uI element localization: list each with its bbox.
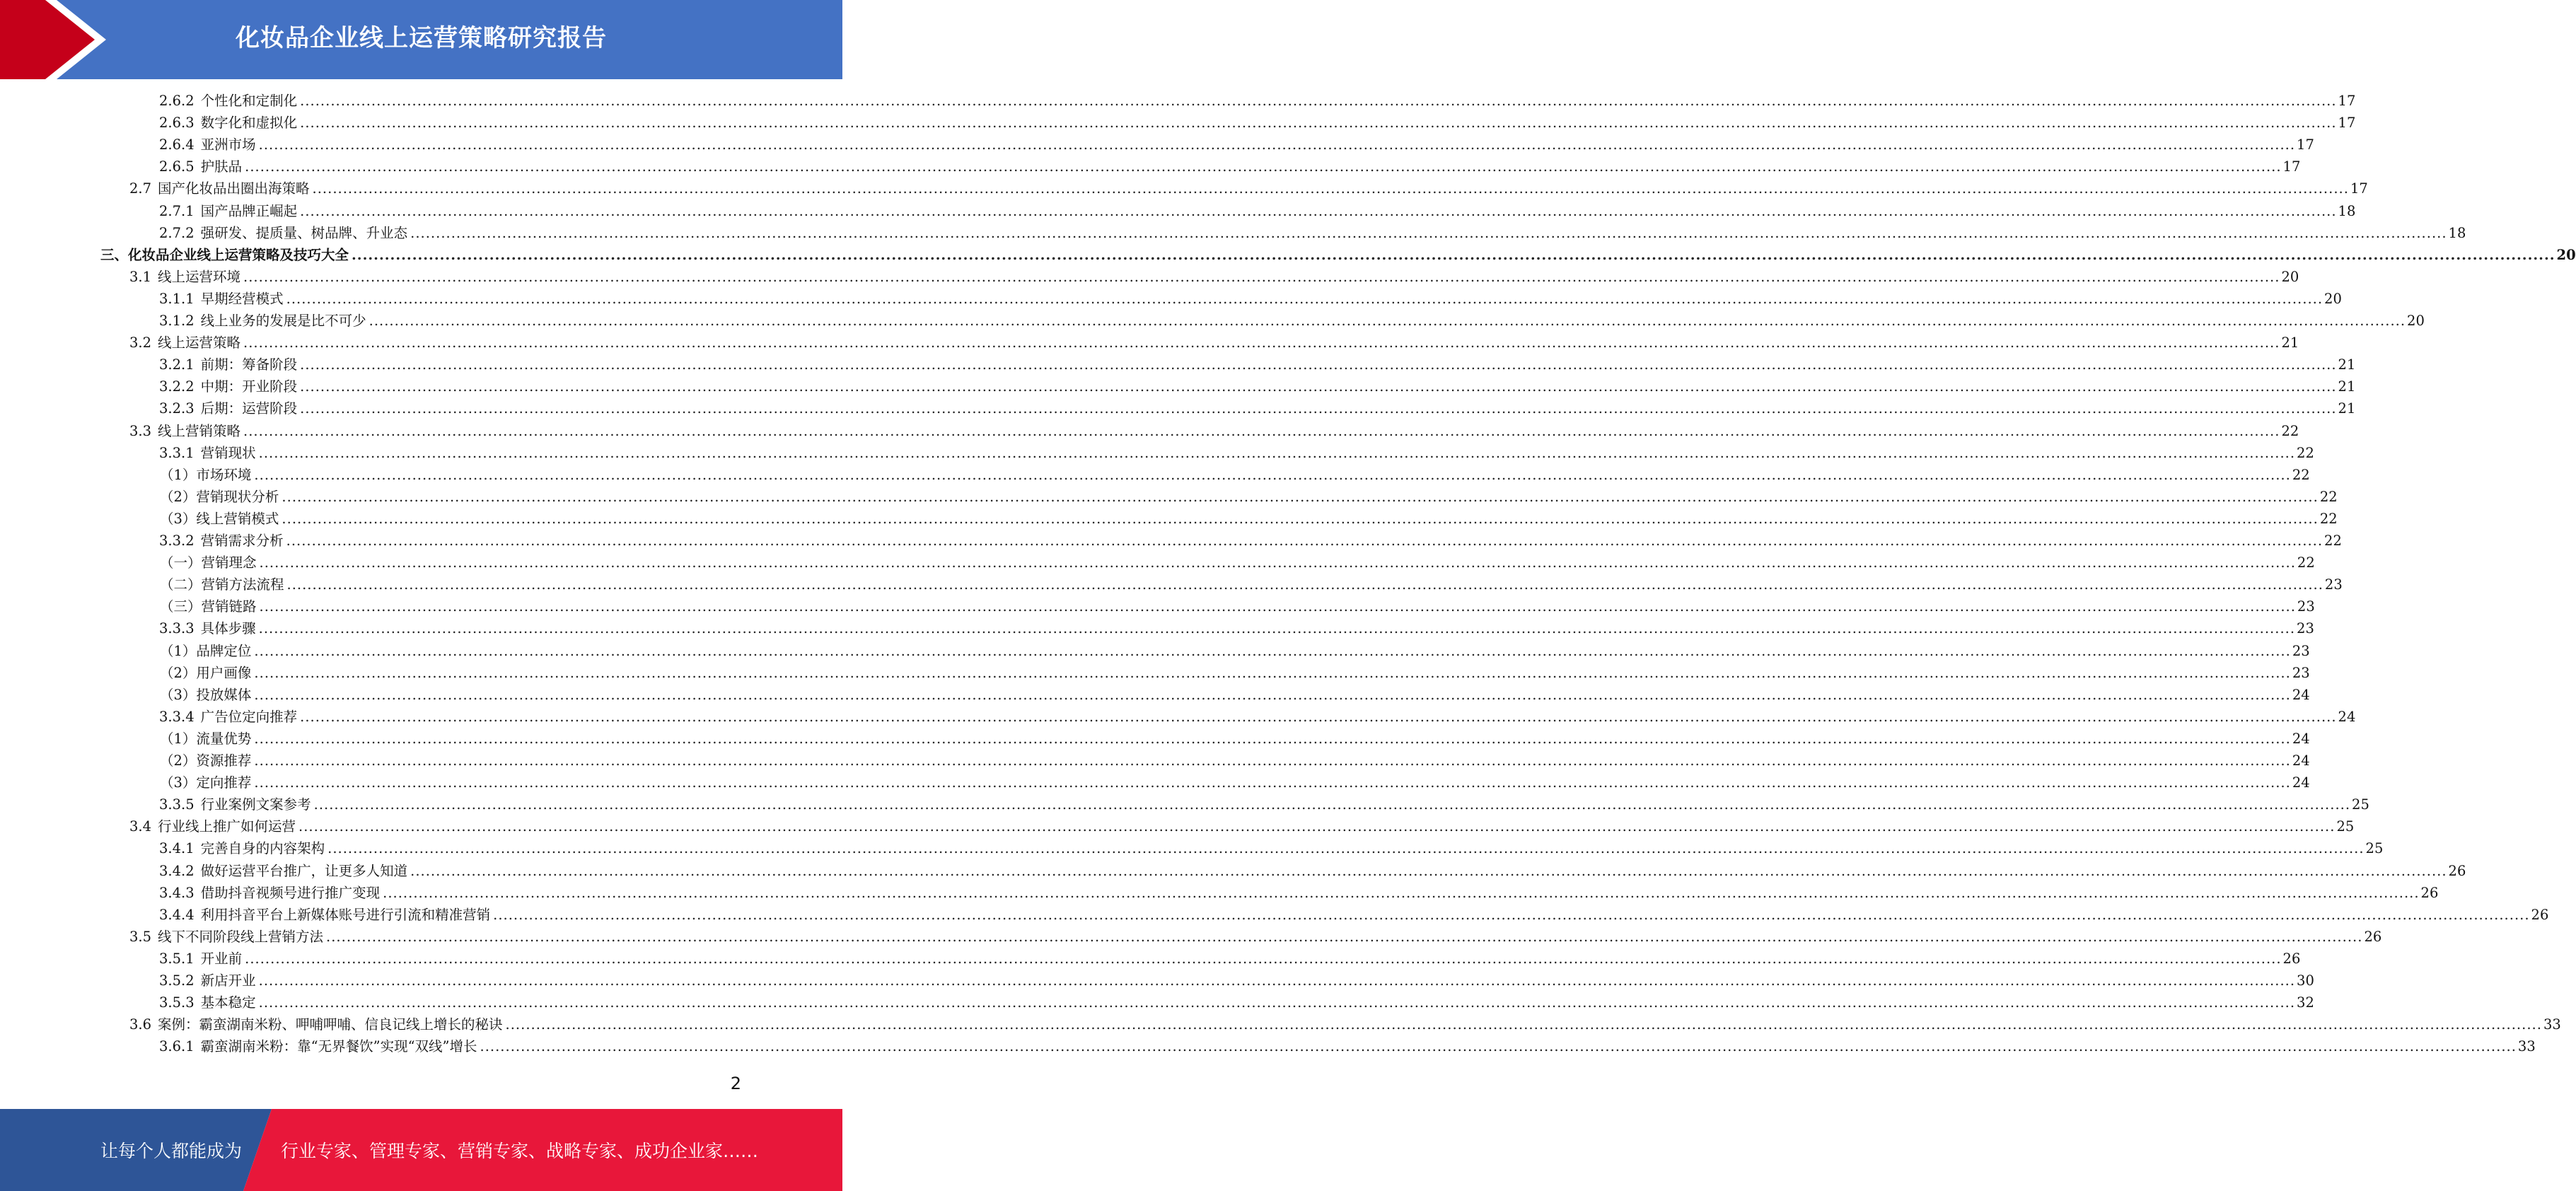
toc-entry-title: 国产化妆品出圈出海策略 bbox=[158, 180, 310, 197]
toc-entry-number: 3.4.3 bbox=[159, 884, 195, 901]
toc-entry[interactable] bbox=[160, 486, 2338, 508]
toc-entry-title: （3）定向推荐 bbox=[160, 774, 252, 791]
toc-entry-page: 18 bbox=[2338, 202, 2356, 219]
toc-dot-leader: ................................................................................................................................................................................................................................................................................................................................................................................................................ bbox=[300, 93, 2337, 109]
toc-entry-title: 做好运营平台推广，让更多人知道 bbox=[200, 862, 408, 879]
toc-entry[interactable] bbox=[160, 552, 2315, 574]
toc-entry-page: 23 bbox=[2297, 598, 2315, 615]
toc-entry-page: 32 bbox=[2297, 994, 2314, 1011]
toc-entry-page: 20 bbox=[2556, 246, 2576, 263]
toc-entry-title: （3）线上营销模式 bbox=[160, 510, 279, 527]
toc-entry-number: 3.3.4 bbox=[159, 708, 195, 725]
toc-entry-title: （2）营销现状分析 bbox=[160, 488, 279, 505]
toc-entry-page: 24 bbox=[2292, 774, 2310, 791]
toc-entry-title: （2）资源推荐 bbox=[160, 753, 252, 769]
toc-entry-number: 3.2.3 bbox=[159, 400, 195, 417]
toc-entry[interactable] bbox=[159, 397, 2356, 419]
toc-entry-number: 3.3.5 bbox=[159, 796, 195, 813]
toc-dot-leader: ................................................................................................................................................................................................................................................................................................................................................................................................................ bbox=[505, 1016, 2542, 1033]
toc-dot-leader: ................................................................................................................................................................................................................................................................................................................................................................................................................ bbox=[243, 268, 2280, 285]
toc-entry-title: 利用抖音平台上新媒体账号进行引流和精准营销 bbox=[200, 906, 491, 923]
toc-entry-title: 广告位定向推荐 bbox=[200, 708, 298, 725]
toc-entry[interactable] bbox=[160, 574, 2343, 596]
toc-dot-leader: ................................................................................................................................................................................................................................................................................................................................................................................................................ bbox=[369, 313, 2406, 329]
toc-entry-title: 早期经营模式 bbox=[200, 290, 284, 307]
toc-entry[interactable] bbox=[159, 376, 2356, 397]
toc-entry-title: 新店开业 bbox=[200, 972, 256, 989]
toc-dot-leader: ................................................................................................................................................................................................................................................................................................................................................................................................................ bbox=[352, 246, 2555, 263]
toc-dot-leader: ................................................................................................................................................................................................................................................................................................................................................................................................................ bbox=[410, 862, 2447, 879]
toc-entry[interactable] bbox=[159, 706, 2356, 728]
toc-entry[interactable] bbox=[159, 530, 2342, 552]
toc-dot-leader: ................................................................................................................................................................................................................................................................................................................................................................................................................ bbox=[300, 378, 2337, 395]
toc-entry-title: 借助抖音视频号进行推广变现 bbox=[200, 884, 381, 901]
toc-entry-page: 17 bbox=[2350, 180, 2368, 197]
toc-entry-page: 17 bbox=[2338, 115, 2356, 132]
toc-dot-leader: ................................................................................................................................................................................................................................................................................................................................................................................................................ bbox=[410, 224, 2447, 241]
toc-entry-number: 3.5.2 bbox=[159, 972, 195, 989]
toc-entry[interactable] bbox=[129, 332, 2299, 354]
toc-entry-title: 开业前 bbox=[200, 950, 243, 967]
toc-entry[interactable] bbox=[159, 882, 2439, 904]
toc-dot-leader: ................................................................................................................................................................................................................................................................................................................................................................................................................ bbox=[326, 928, 2363, 945]
footer-banner bbox=[0, 1109, 842, 1191]
toc-entry[interactable] bbox=[159, 354, 2356, 376]
toc-dot-leader: ................................................................................................................................................................................................................................................................................................................................................................................................................ bbox=[258, 972, 2296, 989]
toc-entry[interactable] bbox=[160, 508, 2338, 530]
toc-entry-title: （1）流量优势 bbox=[160, 730, 252, 747]
toc-entry[interactable] bbox=[159, 992, 2314, 1013]
toc-entry-number: 3.3 bbox=[129, 422, 152, 439]
toc-dot-leader: ................................................................................................................................................................................................................................................................................................................................................................................................................ bbox=[298, 818, 2336, 835]
toc-entry-number: 3.2.2 bbox=[159, 378, 195, 395]
toc-entry-title: 护肤品 bbox=[200, 158, 243, 175]
toc-entry-title: 强研发、提质量、树品牌、升业态 bbox=[200, 224, 408, 241]
toc-dot-leader: ................................................................................................................................................................................................................................................................................................................................................................................................................ bbox=[258, 994, 2296, 1011]
toc-dot-leader: ................................................................................................................................................................................................................................................................................................................................................................................................................ bbox=[258, 620, 2296, 637]
toc-dot-leader: ................................................................................................................................................................................................................................................................................................................................................................................................................ bbox=[300, 202, 2337, 219]
toc-entry-number: 3.1.1 bbox=[159, 290, 195, 307]
toc-entry-page: 30 bbox=[2297, 972, 2314, 989]
toc-entry[interactable] bbox=[159, 200, 2356, 222]
toc-entry-title: 三、化妆品企业线上运营策略及技巧大全 bbox=[100, 246, 349, 263]
toc-entry-page: 17 bbox=[2297, 136, 2314, 153]
toc-dot-leader: ................................................................................................................................................................................................................................................................................................................................................................................................................ bbox=[286, 290, 2323, 307]
toc-entry-page: 26 bbox=[2531, 906, 2549, 923]
toc-entry-page: 33 bbox=[2517, 1038, 2536, 1055]
toc-dot-leader: ................................................................................................................................................................................................................................................................................................................................................................................................................ bbox=[254, 730, 2291, 747]
toc-entry-page: 23 bbox=[2324, 576, 2343, 593]
toc-entry[interactable] bbox=[129, 1013, 2561, 1035]
toc-dot-leader: ................................................................................................................................................................................................................................................................................................................................................................................................................ bbox=[327, 840, 2365, 857]
toc-entry[interactable] bbox=[159, 442, 2314, 464]
toc-entry-title: （1）市场环境 bbox=[160, 466, 252, 483]
toc-entry[interactable] bbox=[160, 728, 2310, 750]
toc-entry[interactable] bbox=[159, 904, 2549, 926]
toc-dot-leader: ................................................................................................................................................................................................................................................................................................................................................................................................................ bbox=[300, 115, 2337, 132]
toc-dot-leader: ................................................................................................................................................................................................................................................................................................................................................................................................................ bbox=[286, 533, 2323, 549]
toc-entry-page: 21 bbox=[2338, 378, 2356, 395]
toc-entry-title: （2）用户画像 bbox=[160, 664, 252, 681]
toc-entry-number: 3.5.3 bbox=[159, 994, 195, 1011]
toc-entry[interactable] bbox=[159, 222, 2466, 244]
toc-entry-number: 2.7.1 bbox=[159, 202, 195, 219]
toc-entry-page: 17 bbox=[2338, 93, 2356, 109]
toc-entry[interactable] bbox=[129, 420, 2299, 442]
toc-entry-number: 3.2.1 bbox=[159, 356, 195, 373]
toc-entry-page: 22 bbox=[2319, 488, 2338, 505]
toc-entry-page: 23 bbox=[2297, 620, 2314, 637]
toc-dot-leader: ................................................................................................................................................................................................................................................................................................................................................................................................................ bbox=[254, 774, 2291, 791]
toc-dot-leader: ................................................................................................................................................................................................................................................................................................................................................................................................................ bbox=[243, 335, 2280, 352]
toc-entry-number: 2.6.4 bbox=[159, 136, 195, 153]
toc-entry-page: 23 bbox=[2292, 664, 2310, 681]
toc-entry-number: 3.5.1 bbox=[159, 950, 195, 967]
toc-entry-page: 22 bbox=[2292, 466, 2310, 483]
toc-dot-leader: ................................................................................................................................................................................................................................................................................................................................................................................................................ bbox=[313, 796, 2351, 813]
toc-entry-number: 3.3.2 bbox=[159, 533, 195, 549]
toc-dot-leader: ................................................................................................................................................................................................................................................................................................................................................................................................................ bbox=[254, 753, 2291, 769]
toc-dot-leader: ................................................................................................................................................................................................................................................................................................................................................................................................................ bbox=[254, 686, 2291, 703]
toc-entry-title: 数字化和虚拟化 bbox=[200, 115, 298, 132]
toc-entry-number: 3.6 bbox=[129, 1016, 152, 1033]
toc-entry-title: 后期：运营阶段 bbox=[200, 400, 298, 417]
toc-entry-number: 3.5 bbox=[129, 928, 152, 945]
toc-entry-page: 26 bbox=[2448, 862, 2466, 879]
toc-entry[interactable] bbox=[159, 837, 2384, 859]
toc-entry-page: 22 bbox=[2297, 554, 2315, 571]
toc-dot-leader: ................................................................................................................................................................................................................................................................................................................................................................................................................ bbox=[286, 576, 2323, 593]
toc-entry-page: 23 bbox=[2292, 642, 2310, 659]
toc-entry[interactable] bbox=[159, 90, 2356, 112]
toc-entry[interactable] bbox=[160, 596, 2315, 617]
toc-entry-number: 2.6.5 bbox=[159, 158, 195, 175]
toc-entry-page: 24 bbox=[2292, 686, 2310, 703]
toc-entry-page: 25 bbox=[2352, 796, 2369, 813]
toc-entry[interactable] bbox=[160, 464, 2310, 486]
toc-entry-title: 亚洲市场 bbox=[200, 136, 256, 153]
toc-dot-leader: ................................................................................................................................................................................................................................................................................................................................................................................................................ bbox=[282, 510, 2319, 527]
toc-entry-title: （三）营销链路 bbox=[160, 598, 257, 615]
page-number: 2 bbox=[730, 1074, 741, 1093]
toc-dot-leader: ................................................................................................................................................................................................................................................................................................................................................................................................................ bbox=[259, 554, 2296, 571]
toc-entry-title: 案例：霸蛮湖南米粉、呷哺呷哺、信良记线上增长的秘诀 bbox=[158, 1016, 503, 1033]
toc-entry-page: 22 bbox=[2281, 422, 2299, 439]
toc-entry-title: 完善自身的内容架构 bbox=[200, 840, 325, 857]
toc-entry-page: 26 bbox=[2364, 928, 2382, 945]
toc-entry-title: 线上营销策略 bbox=[158, 422, 241, 439]
toc-entry-page: 24 bbox=[2292, 753, 2310, 769]
toc-entry[interactable] bbox=[160, 750, 2310, 772]
toc-entry[interactable] bbox=[159, 134, 2314, 156]
toc-entry[interactable] bbox=[129, 926, 2382, 948]
toc-dot-leader: ................................................................................................................................................................................................................................................................................................................................................................................................................ bbox=[258, 444, 2296, 461]
toc-entry[interactable] bbox=[129, 266, 2299, 288]
toc-entry[interactable] bbox=[159, 156, 2301, 178]
toc-entry-number: 3.4.2 bbox=[159, 862, 195, 879]
toc-entry-page: 25 bbox=[2365, 840, 2384, 857]
toc-entry-page: 18 bbox=[2448, 224, 2466, 241]
toc-entry-title: 具体步骤 bbox=[200, 620, 256, 637]
toc-dot-leader: ................................................................................................................................................................................................................................................................................................................................................................................................................ bbox=[254, 664, 2291, 681]
toc-entry-title: 中期：开业阶段 bbox=[200, 378, 298, 395]
toc-entry[interactable] bbox=[159, 860, 2466, 882]
toc-dot-leader: ................................................................................................................................................................................................................................................................................................................................................................................................................ bbox=[480, 1038, 2517, 1055]
toc-entry-number: 2.6.2 bbox=[159, 93, 195, 109]
footer-slogan-right: 行业专家、管理专家、营销专家、战略专家、成功企业家…… bbox=[281, 1141, 759, 1161]
toc-entry-title: （二）营销方法流程 bbox=[160, 576, 284, 593]
toc-entry[interactable] bbox=[100, 244, 2576, 266]
toc-dot-leader: ................................................................................................................................................................................................................................................................................................................................................................................................................ bbox=[254, 466, 2291, 483]
toc-entry-title: （一）营销理念 bbox=[160, 554, 257, 571]
toc-dot-leader: ................................................................................................................................................................................................................................................................................................................................................................................................................ bbox=[300, 400, 2337, 417]
toc-entry[interactable] bbox=[129, 815, 2355, 837]
toc-entry[interactable] bbox=[159, 288, 2342, 310]
toc-entry[interactable] bbox=[160, 772, 2310, 794]
toc-entry-number: 3.6.1 bbox=[159, 1038, 195, 1055]
toc-dot-leader: ................................................................................................................................................................................................................................................................................................................................................................................................................ bbox=[300, 356, 2337, 373]
toc-entry-title: 霸蛮湖南米粉：靠“无界餐饮”实现“双线”增长 bbox=[200, 1038, 477, 1055]
toc-entry[interactable] bbox=[129, 178, 2368, 199]
toc-entry-number: 3.4 bbox=[129, 818, 152, 835]
toc-entry[interactable] bbox=[159, 1035, 2536, 1057]
toc-entry[interactable] bbox=[159, 112, 2356, 134]
toc-entry-title: 国产品牌正崛起 bbox=[200, 202, 298, 219]
toc-entry-title: 营销现状 bbox=[200, 444, 256, 461]
report-header bbox=[0, 0, 842, 79]
toc-entry-page: 20 bbox=[2281, 268, 2299, 285]
toc-entry[interactable] bbox=[159, 794, 2369, 815]
toc-entry-number: 2.7.2 bbox=[159, 224, 195, 241]
toc-entry-page: 26 bbox=[2282, 950, 2301, 967]
toc-entry[interactable] bbox=[160, 684, 2310, 706]
toc-entry-title: （3）投放媒体 bbox=[160, 686, 252, 703]
toc-entry-title: 前期：筹备阶段 bbox=[200, 356, 298, 373]
toc-dot-leader: ................................................................................................................................................................................................................................................................................................................................................................................................................ bbox=[312, 180, 2349, 197]
toc-entry-number: 3.4.4 bbox=[159, 906, 195, 923]
toc-dot-leader: ................................................................................................................................................................................................................................................................................................................................................................................................................ bbox=[254, 642, 2291, 659]
footer-slogan-left: 让每个人都能成为 bbox=[100, 1141, 243, 1161]
toc-dot-leader: ................................................................................................................................................................................................................................................................................................................................................................................................................ bbox=[300, 708, 2337, 725]
toc-entry-number: 3.1.2 bbox=[159, 313, 195, 329]
toc-entry-title: （1）品牌定位 bbox=[160, 642, 252, 659]
toc-entry-number: 3.1 bbox=[129, 268, 152, 285]
toc-entry-page: 24 bbox=[2338, 708, 2356, 725]
toc-entry-page: 25 bbox=[2336, 818, 2355, 835]
report-title: 化妆品企业线上运营策略研究报告 bbox=[236, 24, 607, 52]
toc-dot-leader: ................................................................................................................................................................................................................................................................................................................................................................................................................ bbox=[243, 422, 2280, 439]
toc-entry-title: 行业线上推广如何运营 bbox=[158, 818, 296, 835]
toc-entry-number: 3.3.1 bbox=[159, 444, 195, 461]
toc-entry-title: 行业案例文案参考 bbox=[200, 796, 311, 813]
toc-entry-number: 3.4.1 bbox=[159, 840, 195, 857]
toc-entry-page: 21 bbox=[2338, 400, 2356, 417]
toc-entry-number: 3.3.3 bbox=[159, 620, 195, 637]
toc-entry-page: 17 bbox=[2282, 158, 2301, 175]
toc-entry-title: 线上运营策略 bbox=[158, 335, 241, 352]
toc-entry[interactable] bbox=[159, 310, 2425, 332]
toc-entry-number: 2.7 bbox=[129, 180, 152, 197]
toc-entry-title: 线上业务的发展是比不可少 bbox=[200, 313, 366, 329]
toc-dot-leader: ................................................................................................................................................................................................................................................................................................................................................................................................................ bbox=[383, 884, 2420, 901]
toc-entry-page: 21 bbox=[2281, 335, 2299, 352]
toc-entry[interactable] bbox=[160, 640, 2310, 662]
toc-entry-page: 21 bbox=[2338, 356, 2356, 373]
toc-entry-title: 个性化和定制化 bbox=[200, 93, 298, 109]
toc-entry-number: 2.6.3 bbox=[159, 115, 195, 132]
toc-entry[interactable] bbox=[159, 617, 2314, 639]
toc-entry-page: 20 bbox=[2324, 290, 2342, 307]
toc-entry-page: 22 bbox=[2324, 533, 2342, 549]
toc-entry-title: 营销需求分析 bbox=[200, 533, 284, 549]
toc-dot-leader: ................................................................................................................................................................................................................................................................................................................................................................................................................ bbox=[493, 906, 2530, 923]
toc-entry-page: 24 bbox=[2292, 730, 2310, 747]
toc-dot-leader: ................................................................................................................................................................................................................................................................................................................................................................................................................ bbox=[259, 598, 2296, 615]
toc-entry-number: 3.2 bbox=[129, 335, 152, 352]
toc-entry-page: 22 bbox=[2319, 510, 2338, 527]
toc-entry-title: 基本稳定 bbox=[200, 994, 256, 1011]
toc-dot-leader: ................................................................................................................................................................................................................................................................................................................................................................................................................ bbox=[258, 136, 2296, 153]
toc-entry-title: 线下不同阶段线上营销方法 bbox=[158, 928, 324, 945]
toc-entry-page: 20 bbox=[2407, 313, 2425, 329]
toc-entry-page: 22 bbox=[2297, 444, 2314, 461]
toc-dot-leader: ................................................................................................................................................................................................................................................................................................................................................................................................................ bbox=[282, 488, 2319, 505]
toc-dot-leader: ................................................................................................................................................................................................................................................................................................................................................................................................................ bbox=[245, 950, 2282, 967]
toc-entry-page: 33 bbox=[2543, 1016, 2561, 1033]
toc-entry-page: 26 bbox=[2420, 884, 2439, 901]
toc-entry-title: 线上运营环境 bbox=[158, 268, 241, 285]
toc-entry[interactable] bbox=[159, 970, 2314, 992]
toc-dot-leader: ................................................................................................................................................................................................................................................................................................................................................................................................................ bbox=[245, 158, 2282, 175]
toc-entry[interactable] bbox=[160, 662, 2310, 684]
toc-entry[interactable] bbox=[159, 948, 2301, 970]
